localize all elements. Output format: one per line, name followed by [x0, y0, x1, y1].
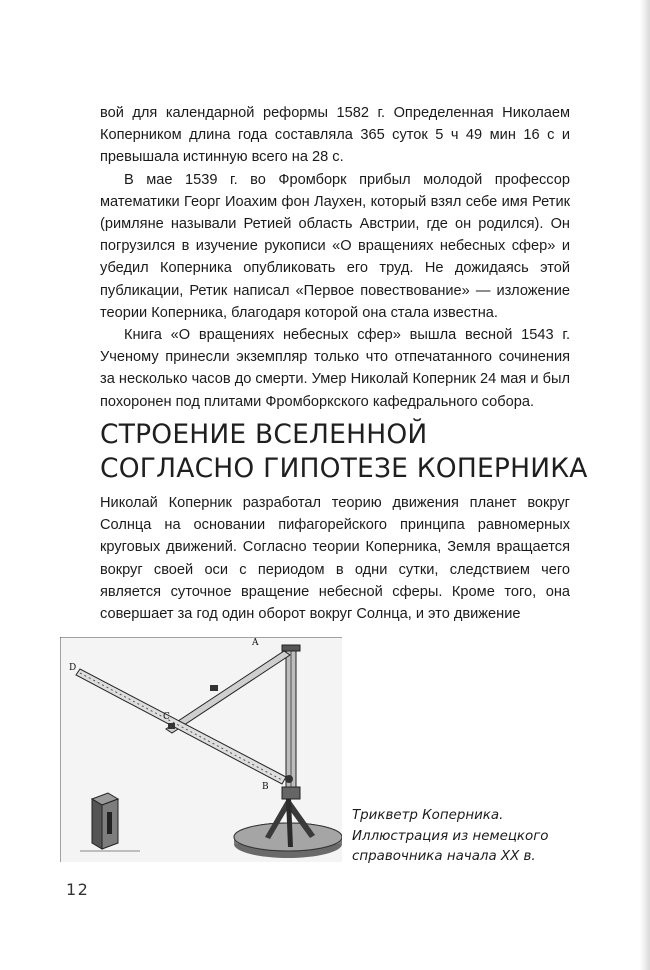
- caption-line: Трикветр Коперника.: [352, 808, 504, 823]
- paragraph: Николай Коперник разработал теорию движения планет вокруг Солнца на основании пифагорейского принципа равномерных круговых движений. Согласно теории Коперника, Земля вращается вокруг своей оси с периодом в одни сутки, следствием чего является суточное вращение небесной сферы. Кроме того, она совершает за год один оборот вокруг Солнца, и это движение: [100, 495, 570, 623]
- label-b: B: [262, 782, 269, 792]
- paragraph: Книга «О вращениях небесных сфер» вышла весной 1543 г. Ученому принесли экземпляр только что отпечатанного сочинения за несколько часов до смерти. Умер Николай Коперник 24 мая и был похоронен под плитами Фромборкского кафедрального собора.: [100, 327, 570, 410]
- heading-line: СТРОЕНИЕ ВСЕЛЕННОЙ: [100, 419, 428, 450]
- paragraph: вой для календарной реформы 1582 г. Определенная Николаем Коперником длина года составляла 365 суток 5 ч 49 мин 16 с и превышала истинную всего на 28 с.: [100, 105, 570, 166]
- figure-caption: [352, 806, 552, 868]
- caption-line: Иллюстрация из немецкого: [352, 828, 549, 844]
- section-heading: [100, 418, 588, 486]
- heading-line: СОГЛАСНО ГИПОТЕЗЕ КОПЕРНИКА: [100, 453, 588, 484]
- text-section-top: [100, 102, 570, 413]
- paragraph: В мае 1539 г. во Фромборк прибыл молодой профессор математики Георг Иоахим фон Лаухен, который взял себе имя Ретик (римляне называли Ретией область Австрии, где он родился). Он погрузился в изучение рукописи «О вращениях небесных сфер» и убедил Коперника опубликовать его труд. Не дожидаясь этой публикации, Ретик написал «Первое повествование» — изложение теории Коперника, благодаря которой она стала известна.: [100, 171, 570, 321]
- page-edge: [640, 0, 650, 970]
- label-a: A: [252, 638, 259, 648]
- page-number: 12: [66, 880, 90, 899]
- triquetrum-drawing: [60, 637, 342, 862]
- label-d: D: [69, 663, 77, 673]
- caption-line: справочника начала XX в.: [352, 849, 536, 864]
- text-section-bottom: [100, 492, 570, 625]
- label-c: C: [163, 712, 170, 722]
- triquetrum-illustration: [60, 637, 342, 862]
